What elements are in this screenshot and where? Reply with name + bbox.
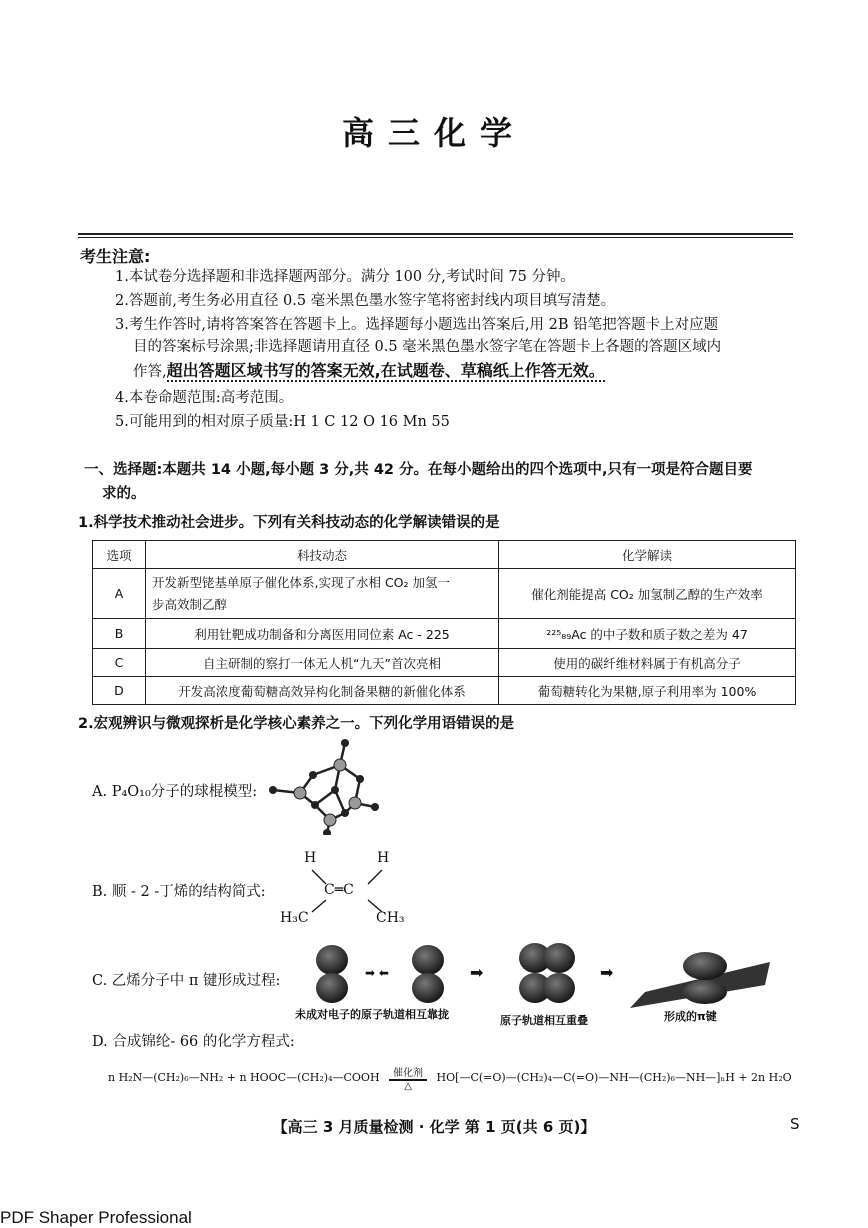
overlapping-orbitals xyxy=(519,943,575,1003)
caption-pi-bond: 形成的π键 xyxy=(664,1010,717,1023)
pi-bond-formation-diagram xyxy=(310,940,770,1010)
question-1-table xyxy=(92,540,796,705)
watermark: PDF Shaper Professional xyxy=(0,1208,192,1227)
option-letter: C xyxy=(93,649,146,677)
option-b-label: B. 顺 - 2 -丁烯的结构简式: xyxy=(92,884,266,900)
tech-cell xyxy=(146,569,499,619)
caption-overlap: 原子轨道相互重叠 xyxy=(500,1014,588,1027)
caption-approach: 未成对电子的原子轨道相互靠拢 xyxy=(295,1008,449,1021)
nylon-66-equation xyxy=(108,1064,792,1092)
option-letter: A xyxy=(93,569,146,619)
notice-item: 3.考生作答时,请将答案答在答题卡上。选择题每小题选出答案后,用 2B 铅笔把答题卡上对应题 xyxy=(115,317,719,333)
chem-cell: 葡萄糖转化为果糖,原子利用率为 100% xyxy=(499,677,796,705)
chem-cell: 催化剂能提高 CO₂ 加氢制乙醇的生产效率 xyxy=(499,569,796,619)
svg-text:➡: ➡ xyxy=(470,963,484,982)
notice-item: 1.本试卷分选择题和非选择题两部分。满分 100 分,考试时间 75 分钟。 xyxy=(115,269,576,285)
title-rule-thin xyxy=(78,237,793,238)
tech-text: 步高效制乙醇 xyxy=(152,596,228,612)
tech-cell: 开发高浓度葡萄糖高效异构化制备果糖的新催化体系 xyxy=(146,677,499,705)
equation-reactants: n H₂N—(CH₂)₆—NH₂ + n HOOC—(CH₂)₄—COOH xyxy=(108,1071,380,1084)
table-header: 科技动态 xyxy=(146,541,499,569)
notice-item-emphasis-line xyxy=(133,360,605,383)
notice-item: 4.本卷命题范围:高考范围。 xyxy=(115,390,294,406)
svg-text:➡: ➡ xyxy=(600,963,614,982)
option-letter: B xyxy=(93,619,146,649)
table-row xyxy=(93,649,796,677)
c-double-bond-c: C═C xyxy=(324,882,354,898)
table-header-row xyxy=(93,541,796,569)
question-2-stem: 2.宏观辨识与微观探析是化学核心素养之一。下列化学用语错误的是 xyxy=(78,716,515,732)
chem-cell: 使用的碳纤维材料属于有机高分子 xyxy=(499,649,796,677)
option-d-label: D. 合成锦纶- 66 的化学方程式: xyxy=(92,1034,295,1050)
table-row xyxy=(93,619,796,649)
p4o10-ball-stick-model xyxy=(265,735,385,835)
page-title: 高三化学 xyxy=(341,114,526,152)
heat-symbol: △ xyxy=(404,1081,412,1092)
table-header: 化学解读 xyxy=(499,541,796,569)
table-row xyxy=(93,569,796,619)
section-line: 一、选择题:本题共 14 小题,每小题 3 分,共 42 分。在每小题给出的四个选项中,只有一项是符合题目要 xyxy=(84,462,753,478)
page-footer: 【高三 3 月质量检测 · 化学 第 1 页(共 6 页)】 xyxy=(272,1118,596,1136)
section-heading xyxy=(84,458,804,506)
cis-2-butene-structure xyxy=(280,848,420,932)
option-c-label: C. 乙烯分子中 π 键形成过程: xyxy=(92,973,281,989)
equation-products: HO[—C(=O)—(CH₂)₄—C(=O)—NH—(CH₂)₆—NH—]ₙH + 2n H₂O xyxy=(436,1071,792,1084)
notice-item: 目的答案标号涂黑;非选择题请用直径 0.5 毫米黑色墨水签字笔在答题卡上各题的答题区域内 xyxy=(133,339,722,355)
h-atom-left: H xyxy=(304,850,317,866)
h-atom-right: H xyxy=(377,850,390,866)
tech-cell: 自主研制的察打一体无人机“九天”首次亮相 xyxy=(146,649,499,677)
ch3-right: CH₃ xyxy=(376,910,405,926)
p-orbital-1 xyxy=(316,945,348,1003)
svg-text:➡ ⬅: ➡ ⬅ xyxy=(365,966,389,980)
notice-heading: 考生注意: xyxy=(80,247,151,266)
p-orbital-2 xyxy=(412,945,444,1003)
ch3-left: H₃C xyxy=(280,910,309,926)
tech-text: 开发新型铑基单原子催化体系,实现了水相 CO₂ 加氢一 xyxy=(152,574,450,590)
table-header: 选项 xyxy=(93,541,146,569)
notice-item: 5.可能用到的相对原子质量:H 1 C 12 O 16 Mn 55 xyxy=(115,414,450,430)
catalyst-label: 催化剂 xyxy=(389,1064,427,1081)
notice-emphasis: 超出答题区域书写的答案无效,在试题卷、草稿纸上作答无效。 xyxy=(166,361,605,380)
option-letter: D xyxy=(93,677,146,705)
notice-item: 2.答题前,考生务必用直径 0.5 毫米黑色墨水签字笔将密封线内项目填写清楚。 xyxy=(115,293,616,309)
tech-cell: 利用钍靶成功制备和分离医用同位素 Ac - 225 xyxy=(146,619,499,649)
pi-bond-shape xyxy=(630,952,770,1008)
corner-mark: S xyxy=(790,1115,800,1133)
chem-cell: ²²⁵₈₉Ac 的中子数和质子数之差为 47 xyxy=(499,619,796,649)
section-line: 求的。 xyxy=(102,486,146,502)
table-row xyxy=(93,677,796,705)
reaction-arrow xyxy=(389,1064,427,1092)
title-rule xyxy=(78,233,793,235)
notice-item: 作答, xyxy=(133,364,167,380)
question-1-stem: 1.科学技术推动社会进步。下列有关科技动态的化学解读错误的是 xyxy=(78,515,500,531)
option-a-label: A. P₄O₁₀分子的球棍模型: xyxy=(92,784,258,800)
